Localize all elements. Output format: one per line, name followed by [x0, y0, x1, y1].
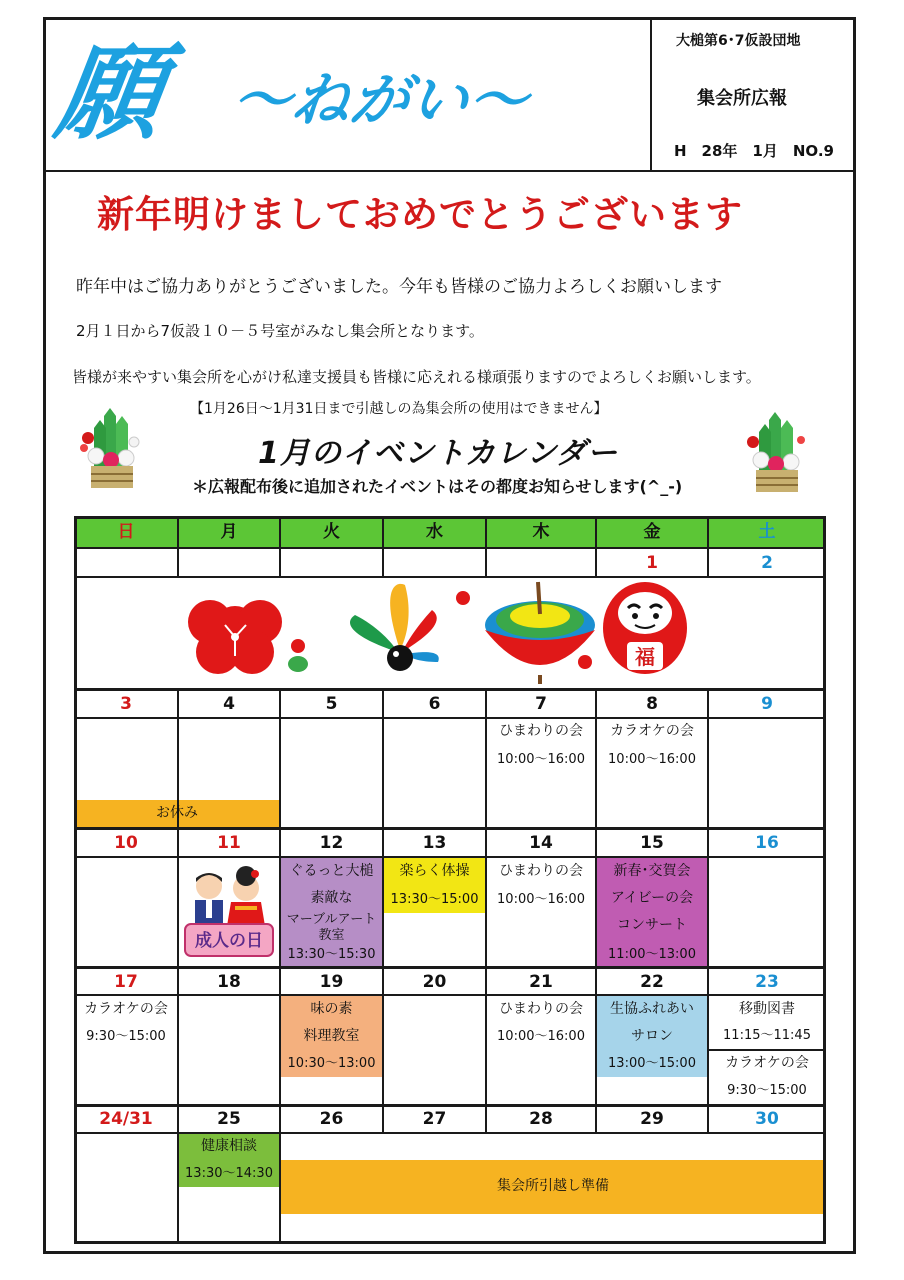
day-12: 12	[319, 833, 344, 853]
day-20: 20	[422, 972, 447, 992]
day-2: 2	[761, 553, 773, 573]
event-marble-time: 13:30～15:30	[287, 947, 376, 962]
day-17: 17	[114, 972, 138, 992]
day-1: 1	[646, 553, 658, 573]
hanetsuki-shuttlecock-icon	[350, 584, 470, 671]
new-year-illustrations	[180, 580, 820, 686]
masthead-kana: ～ねがい～	[228, 66, 533, 134]
event-himawari-14: ひまわりの会	[499, 863, 583, 879]
kadomatsu-left-icon	[76, 406, 146, 491]
event-taiso-time: 13:30～15:00	[390, 892, 479, 907]
weekday-sat: 土	[758, 522, 776, 542]
weekday-sun: 日	[117, 522, 135, 542]
weekday-fri: 金	[643, 522, 661, 542]
day-28: 28	[529, 1109, 553, 1129]
day-22: 22	[640, 972, 664, 992]
event-concert-time: 11:00～13:00	[608, 947, 696, 962]
event-salon-l2: サロン	[631, 1028, 673, 1044]
header-divider	[43, 170, 856, 172]
day-4: 4	[223, 694, 235, 714]
event-karaoke-8-time: 10:00～16:00	[608, 752, 696, 767]
daruma-fuku-label: 福	[635, 645, 655, 669]
event-marble-l4: 教室	[318, 928, 345, 943]
day-9: 9	[761, 694, 773, 714]
event-marble-l3: マーブルアート	[286, 912, 377, 927]
day-26: 26	[319, 1109, 344, 1129]
header-box-divider	[650, 17, 652, 170]
calendar-note: ＊広報配布後に追加されたイベントはその都度お知らせします(^_-)	[192, 477, 683, 496]
day-18: 18	[217, 972, 241, 992]
event-marble-l2: 素敵な	[310, 890, 353, 906]
paragraph-commitment: 皆様が来やすい集会所を心がけ私達支援員も皆様に応えれる様頑張りますのでよろしくお願いします。	[72, 368, 761, 386]
issue-number: H 28年 1月 NO.9	[674, 142, 834, 160]
event-karaoke-8: カラオケの会	[610, 723, 694, 739]
day-30: 30	[755, 1109, 779, 1129]
event-marble-l1: ぐるっと大槌	[289, 863, 374, 879]
event-cooking-l2: 料理教室	[303, 1028, 360, 1044]
day-16: 16	[755, 833, 779, 853]
event-karaoke-17: カラオケの会	[84, 1001, 168, 1017]
day-6: 6	[428, 694, 441, 714]
paragraph-relocation: 2月１日から7仮設１０－５号室がみなし集会所となります。	[76, 322, 484, 340]
day-5: 5	[325, 694, 338, 714]
event-karaoke-23: カラオケの会	[725, 1055, 809, 1071]
seijin-label: 成人の日	[195, 931, 263, 951]
day-24-31: 24/31	[99, 1109, 153, 1129]
day-11: 11	[217, 833, 241, 853]
event-salon-l1: 生協ふれあい	[610, 1001, 694, 1017]
event-himawari-21: ひまわりの会	[499, 1001, 583, 1017]
day-29: 29	[640, 1109, 664, 1129]
day-3: 3	[120, 694, 132, 714]
day-15: 15	[640, 833, 664, 853]
weekday-mon: 月	[220, 522, 238, 542]
event-mobile-library: 移動図書	[739, 1001, 795, 1017]
event-cooking-time: 10:30～13:00	[287, 1056, 376, 1071]
weekday-tue: 火	[323, 522, 340, 542]
event-mobile-library-time: 11:15～11:45	[723, 1028, 811, 1043]
new-year-greeting: 新年明けましておめでとうございます	[97, 193, 743, 236]
day-14: 14	[529, 833, 553, 853]
org-name: 大槌第6･7仮設団地	[676, 33, 801, 49]
day-25: 25	[217, 1109, 241, 1129]
event-salon-time: 13:00～15:00	[608, 1056, 696, 1071]
day-8: 8	[646, 694, 658, 714]
kadomatsu-right-icon	[741, 410, 811, 495]
paragraph-thanks: 昨年中はご協力ありがとうございました。今年も皆様のご協力よろしくお願いします	[76, 277, 722, 297]
weekday-thu: 木	[532, 522, 550, 542]
spinning-top-icon	[485, 582, 595, 684]
day-21: 21	[529, 972, 553, 992]
holiday-label: お休み	[156, 805, 198, 821]
plum-blossom-icon	[188, 600, 308, 674]
masthead-kanji: 願	[49, 32, 173, 154]
day-7: 7	[535, 694, 547, 714]
event-health-time: 13:30～14:30	[185, 1166, 273, 1181]
event-karaoke-23-time: 9:30～15:00	[727, 1083, 807, 1098]
calendar-title: 1月のイベントカレンダー	[258, 436, 619, 471]
event-concert-l2: アイビーの会	[610, 890, 694, 906]
event-karaoke-17-time: 9:30～15:00	[86, 1029, 166, 1044]
moving-prep-label: 集会所引越し準備	[497, 1178, 609, 1194]
event-himawari-14-time: 10:00～16:00	[497, 892, 585, 907]
event-concert-l3: コンサート	[617, 917, 687, 933]
event-himawari-7: ひまわりの会	[499, 723, 583, 739]
event-concert-l1: 新春･交賀会	[613, 863, 691, 879]
event-himawari-21-time: 10:00～16:00	[497, 1029, 585, 1044]
day-27: 27	[422, 1109, 447, 1129]
closure-notice: 【1月26日～1月31日まで引越しの為集会所の使用はできません】	[190, 401, 608, 417]
day-23: 23	[755, 972, 779, 992]
day-13: 13	[422, 833, 447, 853]
event-cooking-l1: 味の素	[310, 1001, 353, 1017]
event-himawari-7-time: 10:00～16:00	[497, 752, 585, 767]
day-19: 19	[319, 972, 344, 992]
masthead	[49, 28, 638, 158]
day-10: 10	[114, 833, 138, 853]
weekday-wed: 水	[426, 522, 443, 542]
event-taiso: 楽らく体操	[399, 863, 470, 879]
publication-name: 集会所広報	[697, 88, 787, 109]
event-health: 健康相談	[201, 1138, 257, 1154]
